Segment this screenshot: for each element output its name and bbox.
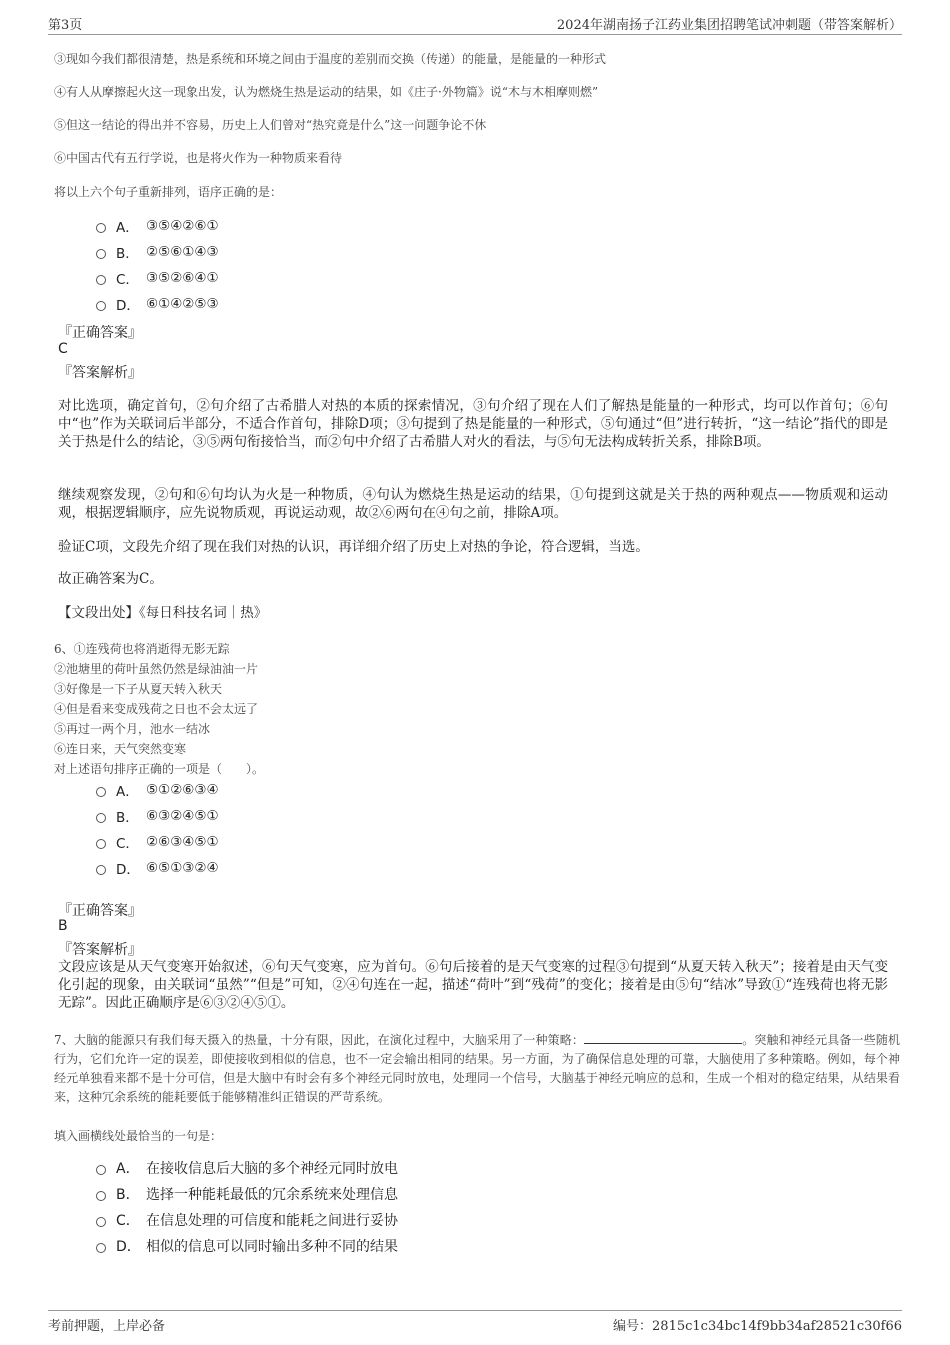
q6-answer-label: 『正确答案』 bbox=[58, 903, 142, 919]
page-number: 第3页 bbox=[48, 18, 83, 33]
q5-analysis-paragraph: 验证C项，文段先介绍了现在我们对热的认识，再详细介绍了历史上对热的争论，符合逻辑，当选。 bbox=[58, 539, 649, 555]
radio-icon[interactable] bbox=[96, 839, 106, 849]
q7-option-d[interactable]: D． 相似的信息可以同时输出多种不同的结果 bbox=[96, 1233, 398, 1259]
q5-options bbox=[96, 213, 219, 317]
radio-icon[interactable] bbox=[96, 301, 106, 311]
q7-option-c[interactable]: C． 在信息处理的可信度和能耗之间进行妥协 bbox=[96, 1207, 398, 1233]
radio-icon[interactable] bbox=[96, 223, 106, 233]
q6-options bbox=[96, 777, 219, 881]
q6-analysis: 文段应该是从天气变寒开始叙述，⑥句天气变寒，应为首句。⑥句后接着的是天气变寒的过程③句提到“从夏天转入秋天”；接着是由天气变化引起的现象，由关联词“虽然”“但是”可知，②④句连在一起，描述“荷叶”到“残荷”的变化；接着是由⑤句“结冰”导致①“连残荷也将无影无踪”。因此正确顺序是⑥③②④⑤①。 bbox=[58, 959, 888, 1011]
radio-icon[interactable] bbox=[96, 1191, 106, 1201]
q5-sentence-5: ⑤但这一结论的得出并不容易，历史上人们曾对“热究竟是什么”这一问题争论不休 bbox=[54, 118, 487, 132]
radio-icon[interactable] bbox=[96, 1243, 106, 1253]
document-code: 编号：2815c1c34bc14f9bb34af28521c30f66 bbox=[613, 1319, 902, 1334]
q5-sentence-4: ④有人从摩擦起火这一现象出发，认为燃烧生热是运动的结果，如《庄子·外物篇》说“木与木相摩则燃” bbox=[54, 85, 599, 99]
radio-icon[interactable] bbox=[96, 275, 106, 285]
q5-option-c[interactable]: C． ③⑤②⑥④① bbox=[96, 265, 219, 291]
q6-line: ③好像是一下子从夏天转入秋天 bbox=[54, 682, 223, 696]
q5-option-a[interactable]: A． ③⑤④②⑥① bbox=[96, 213, 219, 239]
q6-line: ⑤再过一两个月，池水一结冰 bbox=[54, 722, 211, 736]
q5-option-b[interactable]: B． ②⑤⑥①④③ bbox=[96, 239, 219, 265]
q6-line: 6、①连残荷也将消逝得无影无踪 bbox=[54, 642, 230, 656]
q7-options bbox=[96, 1155, 398, 1259]
q5-option-d[interactable]: D． ⑥①④②⑤③ bbox=[96, 291, 219, 317]
radio-icon[interactable] bbox=[96, 1217, 106, 1227]
q7-option-b[interactable]: B． 选择一种能耗最低的冗余系统来处理信息 bbox=[96, 1181, 398, 1207]
q6-option-d[interactable]: D． ⑥⑤①③②④ bbox=[96, 855, 219, 881]
q5-analysis-paragraph: 故正确答案为C。 bbox=[58, 571, 163, 587]
page-footer bbox=[48, 1310, 902, 1337]
q6-option-b[interactable]: B． ⑥③②④⑤① bbox=[96, 803, 219, 829]
q5-sentence-3: ③现如今我们都很清楚，热是系统和环境之间由于温度的差别而交换（传递）的能量，是能量的一种形式 bbox=[54, 52, 607, 66]
q6-line: ②池塘里的荷叶虽然仍然是绿油油一片 bbox=[54, 662, 259, 676]
q5-analysis-label: 『答案解析』 bbox=[58, 365, 142, 381]
q5-analysis-paragraph: 对比选项，确定首句，②句介绍了古希腊人对热的本质的探索情况，③句介绍了现在人们了解热是能量的一种形式，均可以作首句；⑥句中“也”作为关联词后半部分，不适合作首句，排除D项；③句提到了热是能量的一种形式，⑤句通过“但”进行转折，“这一结论”指代的即是关于热是什么的结论，③⑤两句衔接恰当，而②句中介绍了古希腊人对火的看法，与⑤句无法构成转折关系，排除B项。 bbox=[58, 398, 888, 450]
q5-source: 【文段出处】《每日科技名词｜热》 bbox=[58, 605, 268, 621]
q5-prompt: 将以上六个句子重新排列，语序正确的是： bbox=[54, 185, 283, 199]
q7-option-a[interactable]: A． 在接收信息后大脑的多个神经元同时放电 bbox=[96, 1155, 398, 1181]
q6-option-c[interactable]: C． ②⑥③④⑤① bbox=[96, 829, 219, 855]
radio-icon[interactable] bbox=[96, 787, 106, 797]
q5-sentence-6: ⑥中国古代有五行学说，也是将火作为一种物质来看待 bbox=[54, 151, 343, 165]
q6-option-a[interactable]: A． ⑤①②⑥③④ bbox=[96, 777, 219, 803]
q5-answer-label: 『正确答案』 bbox=[58, 325, 142, 341]
document-title: 2024年湖南扬子江药业集团招聘笔试冲刺题（带答案解析） bbox=[556, 18, 902, 33]
page-header bbox=[48, 14, 902, 35]
q7-passage: 7、大脑的能源只有我们每天摄入的热量，十分有限，因此，在演化过程中，大脑采用了一种策略： 。突触和神经元具备一些随机行为，它们允许一定的误差，即使接收到相似的信息，也不一定会输出相同的结果。另一方面，为了确保信息处理的可靠，大脑使用了多种策略。例如，每个神经元单独看来都不是十分可信，但是大脑中有时会有多个神经元同时放电，处理同一个信号，大脑基于神经元响应的总和，生成一个相对的稳定结果，从结果看来，这种冗余系统的能耗要低于能够精准纠正错误的严苛系统。 bbox=[54, 1033, 900, 1104]
q6-line: ④但是看来变成残荷之日也不会太远了 bbox=[54, 702, 259, 716]
radio-icon[interactable] bbox=[96, 1165, 106, 1175]
q5-analysis-paragraph: 继续观察发现，②句和⑥句均认为火是一种物质，④句认为燃烧生热是运动的结果，①句提到这就是关于热的两种观点——物质观和运动观，根据逻辑顺序，应先说物质观，再说运动观，故②⑥两句在④句之前，排除A项。 bbox=[58, 487, 888, 521]
radio-icon[interactable] bbox=[96, 865, 106, 875]
q5-answer: C bbox=[58, 341, 68, 357]
q6-prompt: 对上述语句排序正确的一项是（ ）。 bbox=[54, 762, 265, 776]
q7-prompt: 填入画横线处最恰当的一句是： bbox=[54, 1129, 223, 1143]
footer-slogan: 考前押题，上岸必备 bbox=[48, 1319, 166, 1334]
q6-answer: B bbox=[58, 918, 68, 934]
radio-icon[interactable] bbox=[96, 249, 106, 259]
q6-analysis-label: 『答案解析』 bbox=[58, 942, 142, 958]
fill-blank bbox=[584, 1033, 742, 1044]
radio-icon[interactable] bbox=[96, 813, 106, 823]
q6-line: ⑥连日来，天气突然变寒 bbox=[54, 742, 187, 756]
